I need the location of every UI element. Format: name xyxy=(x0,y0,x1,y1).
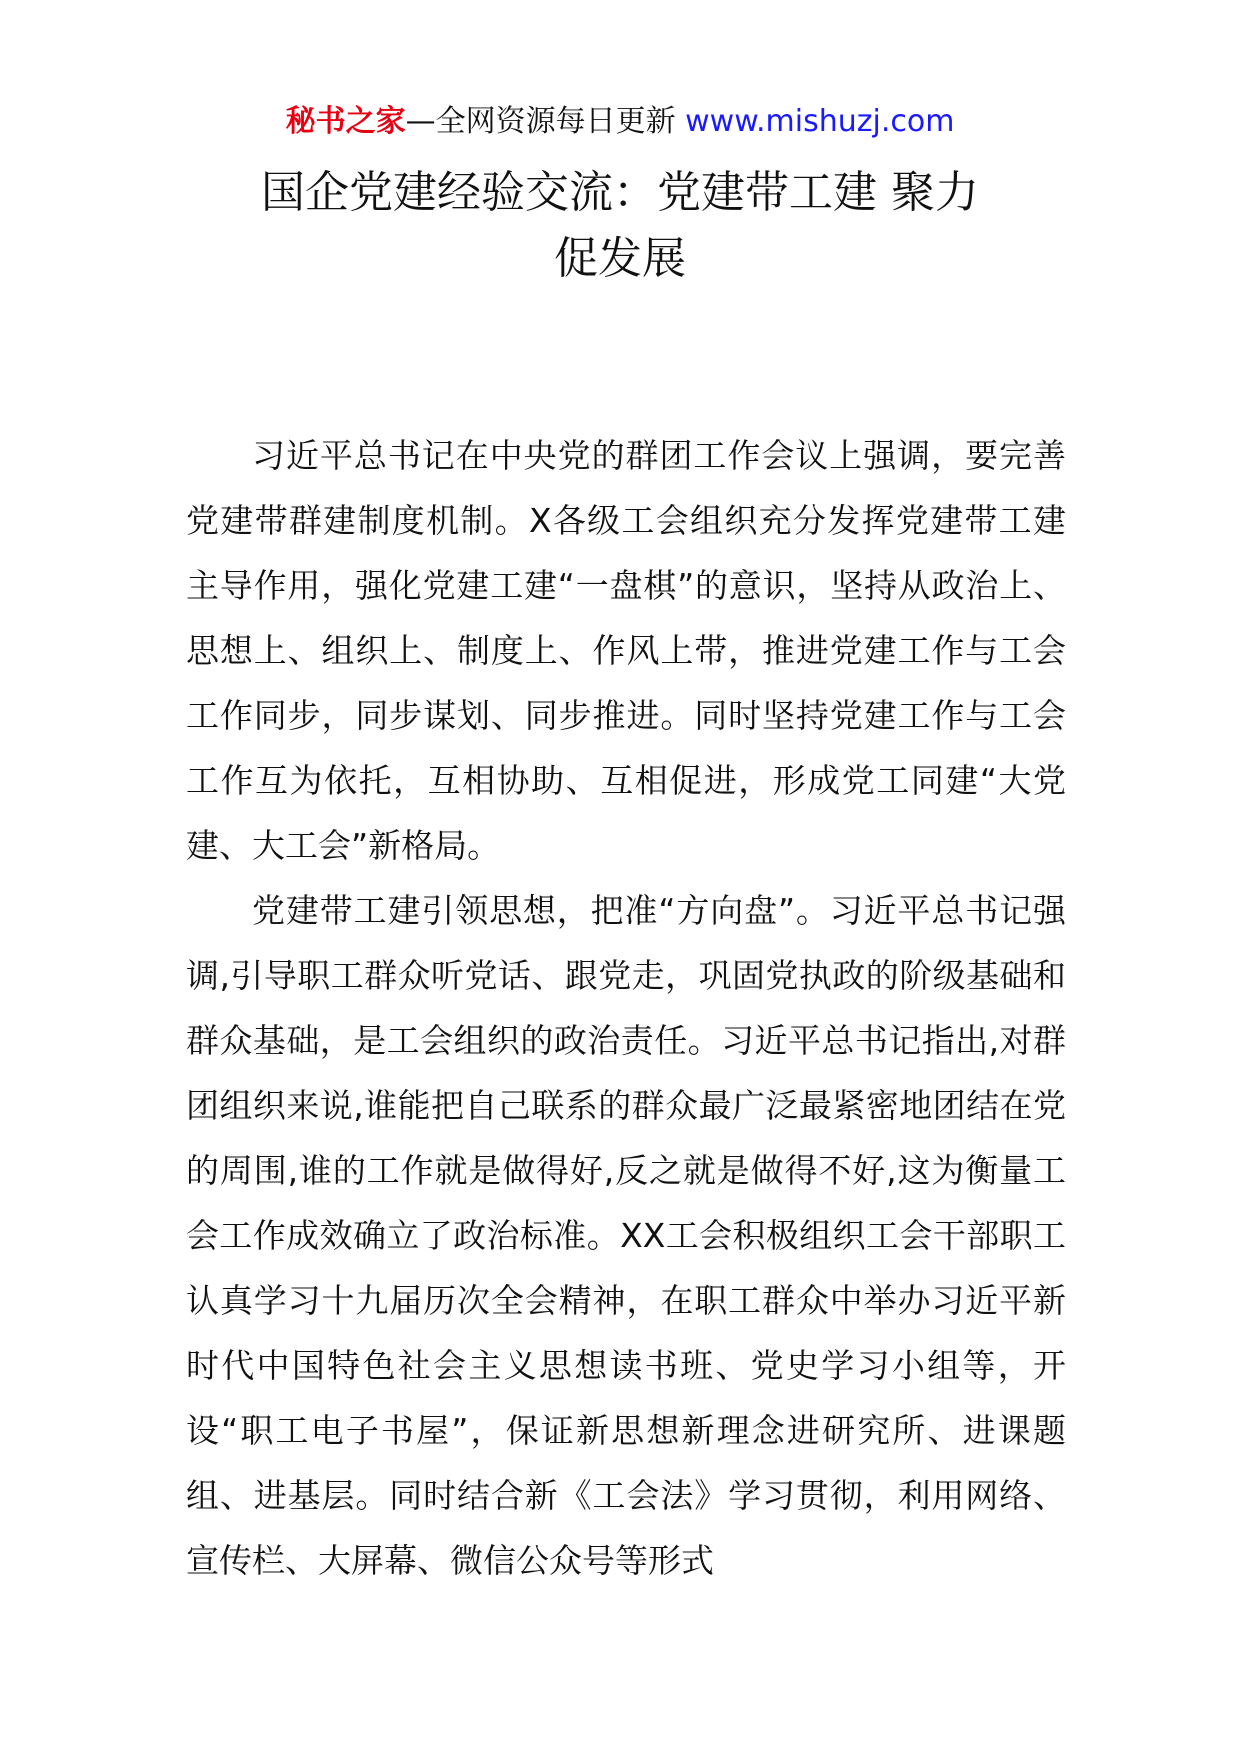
brand-name: 秘书之家 xyxy=(285,104,406,139)
title-line-1: 国企党建经验交流：党建带工建 聚力 xyxy=(261,167,979,218)
site-url-link[interactable]: www.mishuzj.com xyxy=(685,104,955,139)
document-body xyxy=(186,423,1066,1593)
body-paragraph: 习近平总书记在中央党的群团工作会议上强调，要完善党建带群建制度机制。X各级工会组织充分发挥党建带工建主导作用，强化党建工建“一盘棋”的意识，坚持从政治上、思想上、组织上、制度上、作风上带，推进党建工作与工会工作同步，同步谋划、同步推进。同时坚持党建工作与工会工作互为依托，互相协助、互相促进，形成党工同建“大党建、大工会”新格局。 xyxy=(186,436,1066,865)
title-line-2: 促发展 xyxy=(554,233,686,284)
header-tagline: —全网资源每日更新 xyxy=(405,104,686,139)
site-header xyxy=(0,100,1240,144)
document-title xyxy=(170,160,1070,292)
body-paragraph: 党建带工建引领思想，把准“方向盘”。习近平总书记强调,引导职工群众听党话、跟党走，巩固党执政的阶级基础和群众基础，是工会组织的政治责任。习近平总书记指出,对群团组织来说,谁能把自己联系的群众最广泛最紧密地团结在党的周围,谁的工作就是做得好,反之就是做得不好,这为衡量工会工作成效确立了政治标准。XX工会积极组织工会干部职工认真学习十九届历次全会精神，在职工群众中举办习近平新时代中国特色社会主义思想读书班、党史学习小组等，开设“职工电子书屋”，保证新思想新理念进研究所、进课题组、进基层。同时结合新《工会法》学习贯彻，利用网络、宣传栏、大屏幕、微信公众号等形式 xyxy=(186,891,1066,1580)
